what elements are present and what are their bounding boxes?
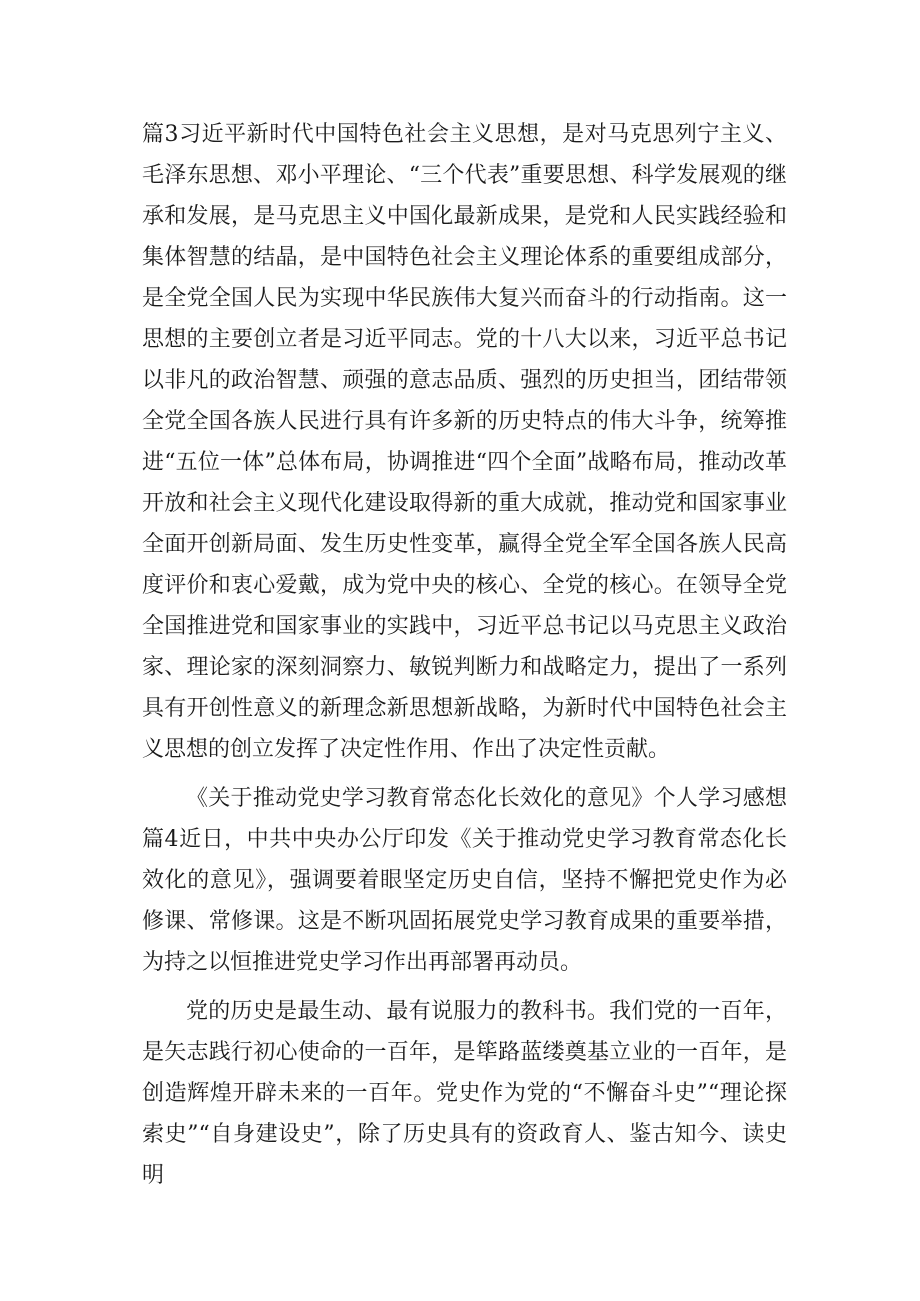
paragraph-1: 篇3习近平新时代中国特色社会主义思想，是对马克思列宁主义、毛泽东思想、邓小平理论、“三个代表”重要思想、科学发展观的继承和发展，是马克思主义中国化最新成果，是党和人民实践经验和集体智慧的结晶，是中国特色社会主义理论体系的重要组成部分，是全党全国人民为实现中华民族伟大复兴而奋斗的行动指南。这一思想的主要创立者是习近平同志。党的十八大以来，习近平总书记以非凡的政治智慧、顽强的意志品质、强烈的历史担当，团结带领全党全国各族人民进行具有许多新的历史特点的伟大斗争，统筹推进“五位一体”总体布局，协调推进“四个全面”战略布局，推动改革开放和社会主义现代化建设取得新的重大成就，推动党和国家事业全面开创新局面、发生历史性变革，赢得全党全军全国各族人民高度评价和衷心爱戴，成为党中央的核心、全党的核心。在领导全党全国推进党和国家事业的实践中，习近平总书记以马克思主义政治家、理论家的深刻洞察力、敏锐判断力和战略定力，提出了一系列具有开创性意义的新理念新思想新战略，为新时代中国特色社会主义思想的创立发挥了决定性作用、作出了决定性贡献。: [142, 122, 787, 762]
paragraph-2: 《关于推动党史学习教育常态化长效化的意见》个人学习感想篇4近日，中共中央办公厅印发《关于推动党史学习教育常态化长效化的意见》，强调要着眼坚定历史自信，坚持不懈把党史作为必修课、常修课。这是不断巩固拓展党史学习教育成果的重要举措，为持之以恒推进党史学习作出再部署再动员。: [142, 786, 787, 975]
document-body: [142, 114, 787, 1196]
paragraph-3: 党的历史是最生动、最有说服力的教科书。我们党的一百年，是矢志践行初心使命的一百年，是筚路蓝缕奠基立业的一百年，是创造辉煌开辟未来的一百年。党史作为党的“不懈奋斗史”“理论探索史”“自身建设史”，除了历史具有的资政育人、鉴古知今、读史明: [142, 999, 787, 1188]
